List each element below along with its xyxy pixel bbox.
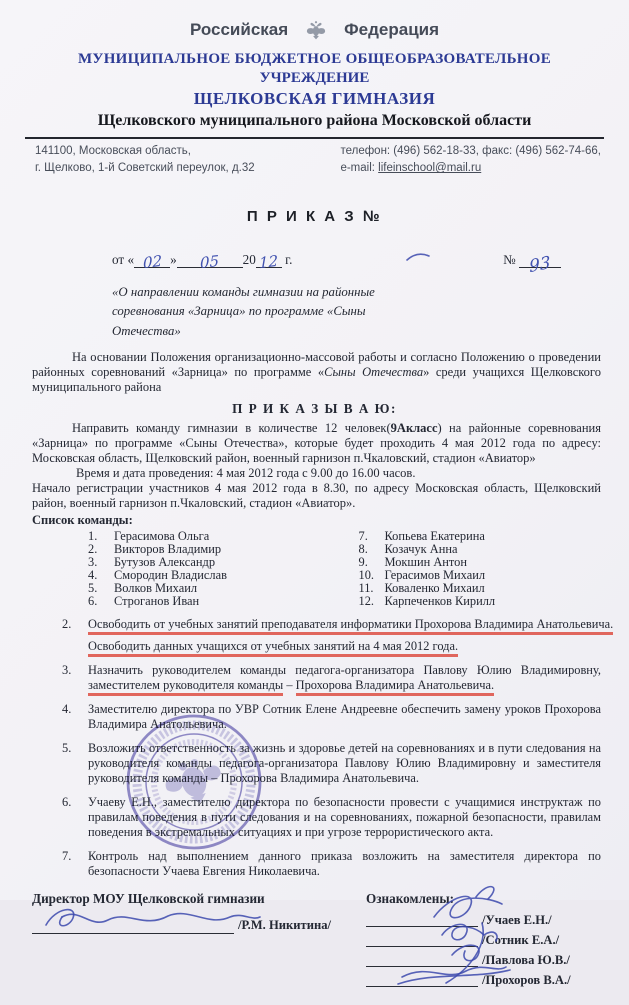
acknowledged-row bbox=[366, 973, 601, 987]
red-underlined-text: Освободить данных учащихся от учебных занятий на 4 мая 2012 года. bbox=[88, 639, 458, 654]
team-column-left bbox=[88, 530, 359, 608]
item2-line1 bbox=[88, 617, 613, 632]
member-name: Смородин Владислав bbox=[114, 568, 227, 582]
team-member bbox=[88, 595, 359, 608]
red-underlined-text: заместителем руководителя команды bbox=[88, 678, 283, 693]
team-list bbox=[88, 530, 629, 608]
item-number: 6. bbox=[62, 795, 88, 840]
acknowledged-row bbox=[366, 953, 601, 967]
acknowledged-block bbox=[366, 891, 601, 987]
director-signature-line bbox=[32, 921, 234, 934]
red-underlined-text: Освободить от учебных занятий преподавателя информатики Прохорова Владимира Анатольевича. bbox=[88, 617, 613, 632]
date-day-handwritten: 02 bbox=[142, 251, 161, 271]
date-suffix: г. bbox=[282, 252, 293, 267]
member-number: 7. bbox=[359, 530, 385, 543]
signature-line bbox=[366, 914, 478, 927]
item2-line2 bbox=[88, 639, 613, 654]
order-date bbox=[112, 252, 292, 268]
org-address bbox=[35, 143, 255, 178]
order-item2 bbox=[62, 617, 601, 654]
item3-dash: – bbox=[283, 678, 295, 692]
org-name-line3: ЩЕЛКОВСКАЯ ГИМНАЗИЯ bbox=[0, 89, 629, 109]
country-header bbox=[0, 0, 629, 42]
item-body: Заместителю директора по УВР Сотник Елене Андреевне обеспечить замену уроков Прохорова Владимира Анатольевича. bbox=[88, 702, 601, 732]
director-title: Директор МОУ Щелковской гимназии bbox=[32, 891, 352, 907]
item-body bbox=[88, 617, 613, 654]
order-number-blank bbox=[519, 252, 561, 268]
acknowledged-name: /Сотник Е.А./ bbox=[482, 933, 559, 947]
org-contacts bbox=[340, 143, 601, 178]
order-item1 bbox=[32, 421, 601, 466]
order-number bbox=[503, 252, 561, 268]
team-list-label: Список команды: bbox=[32, 513, 629, 528]
date-day-blank bbox=[134, 252, 170, 268]
member-name: Викторов Владимир bbox=[114, 542, 221, 556]
acknowledged-label: Ознакомлены: bbox=[366, 891, 601, 907]
address-line2: г. Щелково, 1-й Советский переулок, д.32 bbox=[35, 160, 255, 177]
item-number: 5. bbox=[62, 741, 88, 786]
signature-area bbox=[32, 891, 601, 987]
coat-of-arms-icon bbox=[304, 18, 328, 42]
member-name: Копьева Екатерина bbox=[385, 529, 485, 543]
item1-bold: 9Акласс bbox=[391, 421, 438, 435]
member-number: 6. bbox=[88, 595, 114, 608]
item-number: 4. bbox=[62, 702, 88, 732]
order-item6 bbox=[62, 795, 601, 840]
order-number-label: № bbox=[503, 252, 516, 267]
order-item3 bbox=[62, 663, 601, 693]
item-body: Возложить ответственность за жизнь и здоровье детей на соревнованиях и в пути следования на руководителя команды педагога-организатора Павлову Юлию Владимировну и заместителя руководителя команды – Прохорова Владимира Анатольевича. bbox=[88, 741, 601, 786]
time-line: Время и дата проведения: 4 мая 2012 года с 9.00 до 16.00 часов. bbox=[32, 466, 601, 481]
member-number: 1. bbox=[88, 530, 114, 543]
email-line bbox=[340, 160, 601, 177]
acknowledged-name: /Павлова Ю.В./ bbox=[482, 953, 570, 967]
date-month-blank bbox=[177, 252, 243, 268]
member-number: 12. bbox=[359, 595, 385, 608]
member-name: Герасимова Ольга bbox=[114, 529, 209, 543]
item-number: 7. bbox=[62, 849, 88, 879]
order-item4 bbox=[62, 702, 601, 732]
item-number: 2. bbox=[62, 617, 88, 654]
date-year-handwritten: 12 bbox=[259, 251, 278, 271]
contact-block bbox=[0, 139, 629, 178]
signature-line bbox=[366, 954, 478, 967]
member-number: 9. bbox=[359, 556, 385, 569]
pen-mark bbox=[404, 248, 434, 266]
date-number-row bbox=[112, 252, 561, 268]
order-item7 bbox=[62, 849, 601, 879]
signature-line bbox=[366, 934, 478, 947]
date-year-blank bbox=[256, 252, 282, 268]
acknowledged-row bbox=[366, 913, 601, 927]
member-number: 8. bbox=[359, 543, 385, 556]
basis-text-2: » среди учащихся Щелковского муниципального района bbox=[32, 365, 601, 394]
registration-line: Начало регистрации участников 4 мая 2012 года в 8.30, по адресу Московская область, Щелковский район, военный гарнизон п.Чкаловский, стадион «Авиатор». bbox=[32, 481, 601, 511]
address-line1: 141100, Московская область, bbox=[35, 143, 255, 160]
org-name-line2: УЧРЕЖДЕНИЕ bbox=[0, 70, 629, 87]
team-member bbox=[359, 595, 629, 608]
team-column-right bbox=[359, 530, 629, 608]
command-heading: П Р И К А З Ы В А Ю: bbox=[0, 401, 629, 417]
order-subject: «О направлении команды гимназии на районные соревнования «Зарница» по программе «Сыны Отечества» bbox=[112, 283, 420, 342]
order-basis bbox=[32, 350, 601, 395]
order-number-handwritten: 93 bbox=[529, 252, 551, 276]
org-district-line: Щелковского муниципального района Московской области bbox=[0, 112, 629, 130]
email-label: e-mail: bbox=[340, 162, 378, 174]
acknowledged-name: /Учаев Е.Н./ bbox=[482, 913, 552, 927]
member-name: Коваленко Михаил bbox=[385, 581, 485, 595]
member-number: 2. bbox=[88, 543, 114, 556]
item1-text-2: ) на районные соревнования «Зарница» по программе «Сыны Отечества», которые будет проходить 4 мая 2012 года по адресу: Московская область, Щелковский район, военный гарнизон п.Чкаловский, стадион «Авиатор» bbox=[32, 421, 601, 465]
member-name: Бутузов Александр bbox=[114, 555, 215, 569]
director-name: /Р.М. Никитина/ bbox=[238, 918, 331, 932]
member-name: Строганов Иван bbox=[114, 594, 199, 608]
member-name: Козачук Анна bbox=[385, 542, 458, 556]
item1-text-1: Направить команду гимназии в количестве 12 человек( bbox=[72, 421, 391, 435]
order-title: П Р И К А З № bbox=[0, 208, 629, 225]
member-number: 4. bbox=[88, 569, 114, 582]
item3-text: Назначить руководителем команды педагога-организатора Павлову Юлию Владимировну, bbox=[88, 663, 601, 677]
country-name-left: Российская bbox=[190, 20, 288, 40]
signature-line bbox=[366, 974, 478, 987]
member-number: 11. bbox=[359, 582, 385, 595]
date-prefix: от « bbox=[112, 252, 134, 267]
item-body: Учаеву Е.Н., заместителю директора по безопасности провести с учащимися инструктаж по правилам поведения в пути следования и на соревнованиях, пожарной безопасности, правилам поведения в экстремальных ситуациях и при угрозе террористического акта. bbox=[88, 795, 601, 840]
order-item5 bbox=[62, 741, 601, 786]
member-number: 5. bbox=[88, 582, 114, 595]
director-signature-block bbox=[32, 891, 352, 987]
item-number: 3. bbox=[62, 663, 88, 693]
member-number: 10. bbox=[359, 569, 385, 582]
email-address: lifeinschool@mail.ru bbox=[378, 162, 481, 174]
red-underlined-text: Прохорова Владимира Анатольевича. bbox=[296, 678, 494, 693]
org-name-line1: МУНИЦИПАЛЬНОЕ БЮДЖЕТНОЕ ОБЩЕОБРАЗОВАТЕЛЬНОЕ bbox=[0, 51, 629, 68]
date-month-handwritten: 05 bbox=[200, 251, 219, 271]
date-year-prefix: 20 bbox=[243, 252, 256, 267]
basis-text-1: На основании Положения организационно-массовой работы и согласно Положению о проведении районных соревнований «Зарница» по программе « bbox=[32, 350, 601, 379]
member-name: Мокшин Антон bbox=[385, 555, 467, 569]
member-number: 3. bbox=[88, 556, 114, 569]
member-name: Карпеченков Кирилл bbox=[385, 594, 496, 608]
item-body bbox=[88, 663, 601, 693]
member-name: Герасимов Михаил bbox=[385, 568, 486, 582]
date-close-quote: » bbox=[170, 252, 177, 267]
basis-italic: Сыны Отечества bbox=[324, 365, 423, 379]
country-name-right: Федерация bbox=[344, 20, 439, 40]
member-name: Волков Михаил bbox=[114, 581, 197, 595]
acknowledged-row bbox=[366, 933, 601, 947]
item-body: Контроль над выполнением данного приказа возложить на заместителя директора по безопасности Учаева Евгения Николаевича. bbox=[88, 849, 601, 879]
phone-fax-line: телефон: (496) 562-18-33, факс: (496) 562-74-66, bbox=[340, 143, 601, 160]
director-signature-row bbox=[32, 916, 352, 934]
acknowledged-name: /Прохоров В.А./ bbox=[482, 973, 571, 987]
